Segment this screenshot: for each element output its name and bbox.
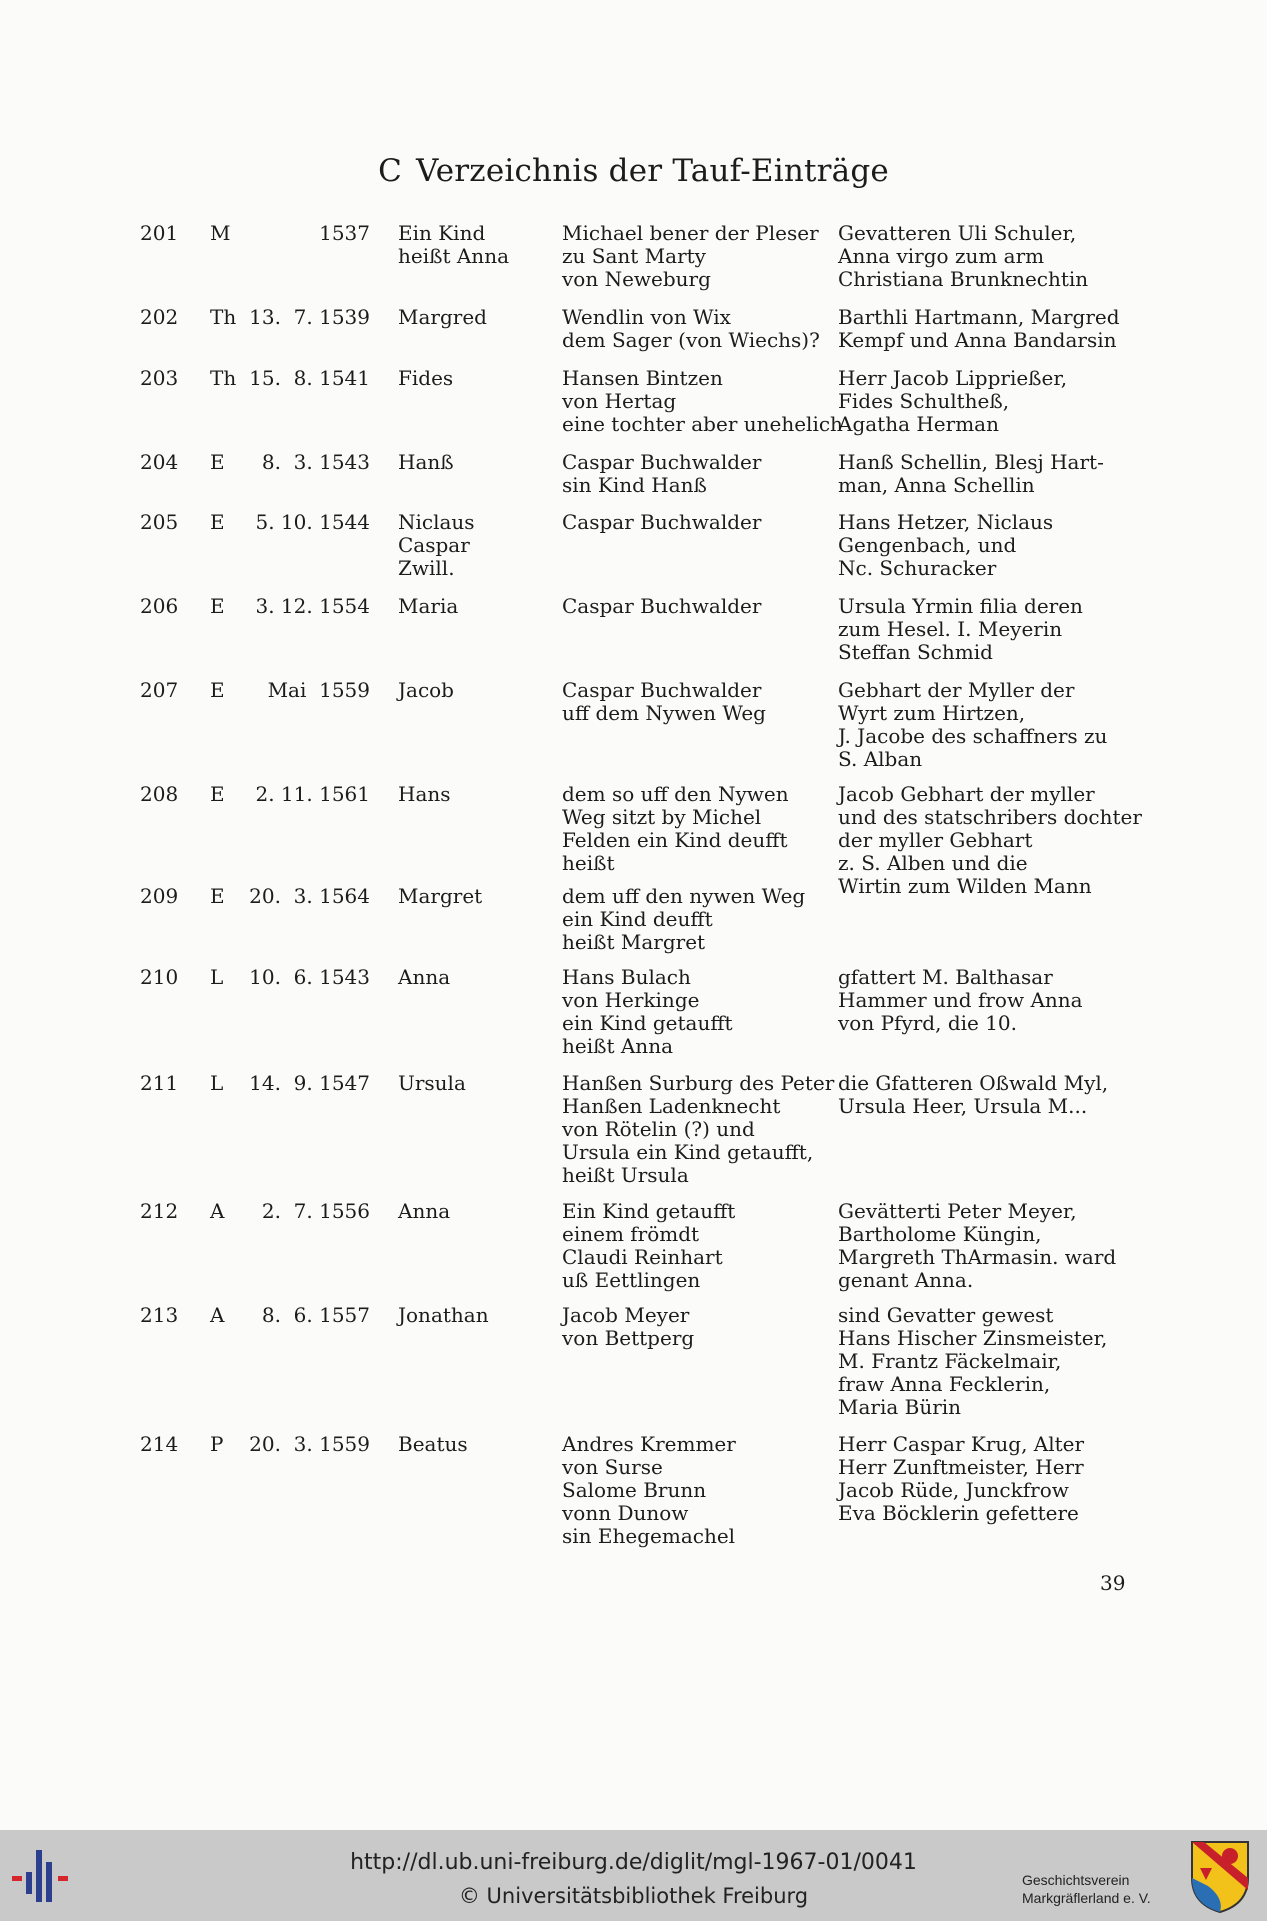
- entry-godparents-line: Hanß Schellin, Blesj Hart-: [838, 450, 1104, 474]
- entry-godparents-line: Hammer und frow Anna: [838, 988, 1083, 1012]
- entry-godparents-line: Steffan Schmid: [838, 640, 993, 664]
- entry-godparents-line: Anna virgo zum arm: [838, 244, 1045, 268]
- entry-date: 1537: [319, 221, 370, 245]
- entry-child-name: [398, 966, 450, 989]
- entry-parents: [562, 306, 820, 352]
- entry-parents-line: sin Kind Hanß: [562, 473, 707, 497]
- entry-parents-line: Hans Bulach: [562, 965, 691, 989]
- entry-parents-line: Salome Brunn: [562, 1478, 707, 1502]
- entry-parents: [562, 222, 819, 291]
- entry-godparents-line: Bartholome Küngin,: [838, 1222, 1042, 1246]
- entry-parents-line: Claudi Reinhart: [562, 1245, 723, 1269]
- entry-parents-line: Caspar Buchwalder: [562, 510, 762, 534]
- entry-date: 20. 3. 1559: [249, 1432, 370, 1456]
- entry-godparents: [838, 511, 1053, 580]
- entry-number: 201: [140, 221, 179, 245]
- entry-godparents-line: Gevatteren Uli Schuler,: [838, 221, 1077, 245]
- entry-parish-code: L: [210, 965, 224, 989]
- entry-godparents-line: Jacob Rüde, Junckfrow: [838, 1478, 1069, 1502]
- coat-of-arms-icon: [1188, 1838, 1252, 1914]
- entry-parents-line: Jacob Meyer: [562, 1303, 690, 1327]
- entry-parents-line: dem so uff den Nywen: [562, 782, 789, 806]
- entry-date: 3. 12. 1554: [255, 594, 370, 618]
- entry-godparents-line: Hans Hischer Zinsmeister,: [838, 1326, 1108, 1350]
- section-title: Verzeichnis der Tauf-Einträge: [415, 153, 889, 189]
- entry-parents: [562, 595, 761, 618]
- entry-child-name: [398, 367, 453, 390]
- entry-number: 207: [140, 678, 179, 702]
- entry-parents-line: eine tochter aber unehelich: [562, 412, 843, 436]
- entry-godparents-line: Herr Jacob Lipprießer,: [838, 366, 1068, 390]
- entry-parents: [562, 1304, 694, 1350]
- entry-parents: [562, 966, 733, 1058]
- entry-godparents-line: der myller Gebhart: [838, 828, 1033, 852]
- entry-parents-line: Caspar Buchwalder: [562, 594, 762, 618]
- entry-godparents-line: Margreth ThArmasin. ward: [838, 1245, 1117, 1269]
- entry-date: 5. 10. 1544: [255, 510, 370, 534]
- entry-parents: [562, 451, 761, 497]
- entry-parents-line: heißt Ursula: [562, 1163, 689, 1187]
- entry-child-name-line: Hanß: [398, 450, 454, 474]
- entry-godparents-line: sind Gevatter gewest: [838, 1303, 1054, 1327]
- entry-parents-line: uff dem Nywen Weg: [562, 701, 766, 725]
- entry-number: 212: [140, 1199, 179, 1223]
- entry-godparents-line: Herr Caspar Krug, Alter: [838, 1432, 1085, 1456]
- entry-child-name: [398, 451, 454, 474]
- entry-parents-line: Ein Kind getaufft: [562, 1199, 736, 1223]
- entry-godparents-line: Nc. Schuracker: [838, 556, 997, 580]
- entry-parish-code: L: [210, 1071, 224, 1095]
- entry-number: 204: [140, 450, 179, 474]
- entry-godparents: [838, 966, 1083, 1035]
- entry-child-name-line: Beatus: [398, 1432, 468, 1456]
- entry-parents-line: vonn Dunow: [562, 1501, 689, 1525]
- entry-date: 8. 6. 1557: [261, 1303, 370, 1327]
- entry-godparents: [838, 1304, 1107, 1419]
- entry-parents-line: Caspar Buchwalder: [562, 450, 762, 474]
- entry-parents-line: uß Eettlingen: [562, 1268, 701, 1292]
- entry-godparents: [838, 1433, 1084, 1525]
- entry-child-name-line: Jacob: [398, 678, 454, 702]
- entry-child-name-line: heißt Anna: [398, 244, 509, 268]
- entry-godparents-line: man, Anna Schellin: [838, 473, 1035, 497]
- entry-godparents-line: genant Anna.: [838, 1268, 974, 1292]
- entry-godparents-line: Maria Bürin: [838, 1395, 962, 1419]
- entry-godparents-line: Christiana Brunknechtin: [838, 267, 1089, 291]
- entry-parents-line: Felden ein Kind deufft: [562, 828, 788, 852]
- entry-child-name: [398, 595, 458, 618]
- entry-child-name-line: Zwill.: [398, 556, 455, 580]
- entry-parish-code: M: [210, 221, 231, 245]
- entry-child-name: [398, 222, 509, 268]
- entry-parents-line: Hanßen Surburg des Peter: [562, 1071, 835, 1095]
- entry-parish-code: E: [210, 884, 225, 908]
- entry-child-name: [398, 679, 454, 702]
- entry-child-name-line: Margred: [398, 305, 487, 329]
- entry-godparents-line: z. S. Alben und die: [838, 851, 1028, 875]
- entry-date: 14. 9. 1547: [249, 1071, 370, 1095]
- entry-parents: [562, 1200, 735, 1292]
- entry-godparents-line: S. Alban: [838, 747, 923, 771]
- entry-godparents: [838, 679, 1107, 771]
- entry-godparents-line: Herr Zunftmeister, Herr: [838, 1455, 1084, 1479]
- entry-number: 214: [140, 1432, 179, 1456]
- entry-date: 13. 7. 1539: [249, 305, 370, 329]
- entry-child-name: [398, 306, 487, 329]
- entry-parents: [562, 1072, 834, 1187]
- page-title: [0, 153, 1267, 189]
- entry-child-name-line: Caspar: [398, 533, 470, 557]
- entry-date: Mai 1559: [267, 678, 370, 702]
- entry-parish-code: E: [210, 510, 225, 534]
- entry-godparents: [838, 306, 1120, 352]
- entry-child-name: [398, 1072, 466, 1095]
- document-url-link[interactable]: http://dl.ub.uni-freiburg.de/diglit/mgl-1967-01/0041: [350, 1850, 917, 1875]
- entry-number: 205: [140, 510, 179, 534]
- entry-godparents-line: und des statschribers dochter: [838, 805, 1142, 829]
- entry-godparents-line: gfattert M. Balthasar: [838, 965, 1053, 989]
- entry-child-name: [398, 511, 475, 580]
- copyright-notice: © Universitätsbibliothek Freiburg: [458, 1884, 809, 1908]
- entry-child-name: [398, 1200, 450, 1223]
- entry-parents-line: ein Kind getaufft: [562, 1011, 733, 1035]
- entry-godparents-line: von Pfyrd, die 10.: [838, 1011, 1018, 1035]
- section-letter: C: [378, 153, 402, 189]
- entry-godparents-line: Ursula Yrmin filia deren: [838, 594, 1083, 618]
- entry-godparents-line: Ursula Heer, Ursula M...: [838, 1094, 1088, 1118]
- entry-godparents-line: Hans Hetzer, Niclaus: [838, 510, 1054, 534]
- entry-parents-line: Wendlin von Wix: [562, 305, 731, 329]
- entry-parents: [562, 1433, 736, 1548]
- entry-parish-code: E: [210, 594, 225, 618]
- entry-godparents-line: Jacob Gebhart der myller: [838, 782, 1095, 806]
- entry-parents-line: Hanßen Ladenknecht: [562, 1094, 781, 1118]
- entry-parents-line: dem uff den nywen Weg: [562, 884, 806, 908]
- entry-godparents-line: Kempf und Anna Bandarsin: [838, 328, 1117, 352]
- entry-child-name-line: Fides: [398, 366, 454, 390]
- entry-parents-line: Ursula ein Kind getaufft,: [562, 1140, 814, 1164]
- entry-parents-line: von Surse: [562, 1455, 663, 1479]
- entry-child-name: [398, 1304, 489, 1327]
- entry-parents-line: zu Sant Marty: [562, 244, 706, 268]
- entry-child-name-line: Margret: [398, 884, 483, 908]
- entry-date: 8. 3. 1543: [261, 450, 370, 474]
- entry-parents-line: von Herkinge: [562, 988, 700, 1012]
- entry-parents-line: heißt Anna: [562, 1034, 673, 1058]
- entry-child-name-line: Jonathan: [398, 1303, 489, 1327]
- entry-godparents: [838, 367, 1067, 436]
- entry-parents-line: ein Kind deufft: [562, 907, 713, 931]
- entry-parents: [562, 367, 843, 436]
- entry-child-name-line: Ein Kind: [398, 221, 486, 245]
- society-name: [1022, 1871, 1180, 1907]
- entry-godparents-line: Wirtin zum Wilden Mann: [838, 874, 1092, 898]
- entry-godparents-line: Gengenbach, und: [838, 533, 1017, 557]
- entry-parents-line: von Neweburg: [562, 267, 711, 291]
- entry-parents-line: von Rötelin (?) und: [562, 1117, 755, 1141]
- entry-number: 211: [140, 1071, 179, 1095]
- entry-parish-code: A: [210, 1199, 225, 1223]
- entry-godparents-line: Gevätterti Peter Meyer,: [838, 1199, 1077, 1223]
- society-name-line1: Geschichtsverein: [1022, 1872, 1130, 1888]
- entry-child-name-line: Maria: [398, 594, 459, 618]
- entry-godparents: [838, 595, 1083, 664]
- entry-parents-line: Michael bener der Pleser: [562, 221, 819, 245]
- entry-parents: [562, 783, 789, 875]
- entry-number: 209: [140, 884, 179, 908]
- society-name-line2: Markgräflerland e. V.: [1022, 1890, 1151, 1906]
- entry-parents-line: einem frömdt: [562, 1222, 700, 1246]
- entry-date: 2. 11. 1561: [255, 782, 370, 806]
- entry-parents-line: von Hertag: [562, 389, 677, 413]
- entry-godparents-line: Eva Böcklerin gefettere: [838, 1501, 1079, 1525]
- entry-child-name-line: Ursula: [398, 1071, 466, 1095]
- entry-date: 2. 7. 1556: [261, 1199, 370, 1223]
- entry-date: 20. 3. 1564: [249, 884, 370, 908]
- entry-number: 210: [140, 965, 179, 989]
- footer-bar: [0, 1830, 1267, 1921]
- entry-date: 10. 6. 1543: [249, 965, 370, 989]
- entry-godparents: [838, 451, 1104, 497]
- entry-godparents-line: zum Hesel. I. Meyerin: [838, 617, 1063, 641]
- entry-child-name-line: Niclaus: [398, 510, 475, 534]
- entry-child-name: [398, 1433, 468, 1456]
- entry-parish-code: E: [210, 782, 225, 806]
- entry-godparents-line: J. Jacobe des schaffners zu: [838, 724, 1108, 748]
- entry-parents-line: heißt: [562, 851, 615, 875]
- entry-godparents-line: fraw Anna Fecklerin,: [838, 1372, 1051, 1396]
- entry-godparents-line: M. Frantz Fäckelmair,: [838, 1349, 1062, 1373]
- entry-number: 213: [140, 1303, 179, 1327]
- entry-godparents: [838, 1072, 1108, 1118]
- entry-parents-line: dem Sager (von Wiechs)?: [562, 328, 820, 352]
- entry-parents: [562, 885, 805, 954]
- page-number: 39: [1100, 1571, 1126, 1595]
- entry-number: 206: [140, 594, 179, 618]
- entry-parents-line: Hansen Bintzen: [562, 366, 723, 390]
- entry-number: 202: [140, 305, 179, 329]
- entry-godparents: [838, 1200, 1116, 1292]
- entry-parents-line: Andres Kremmer: [562, 1432, 736, 1456]
- entry-number: 203: [140, 366, 179, 390]
- entry-child-name: [398, 783, 451, 806]
- entry-parents: [562, 679, 766, 725]
- entry-date: 15. 8. 1541: [249, 366, 370, 390]
- entry-godparents-line: Agatha Herman: [838, 412, 999, 436]
- entry-godparents-line: Wyrt zum Hirtzen,: [838, 701, 1026, 725]
- entry-child-name-line: Anna: [398, 965, 451, 989]
- entry-parents-line: Weg sitzt by Michel: [562, 805, 762, 829]
- entry-parish-code: E: [210, 450, 225, 474]
- entry-parents: [562, 511, 761, 534]
- entry-child-name-line: Anna: [398, 1199, 451, 1223]
- entry-godparents: [838, 783, 1142, 898]
- entry-parents-line: sin Ehegemachel: [562, 1524, 736, 1548]
- entry-parish-code: Th: [210, 305, 237, 329]
- entry-parish-code: Th: [210, 366, 237, 390]
- entry-parish-code: E: [210, 678, 225, 702]
- entry-parents-line: Caspar Buchwalder: [562, 678, 762, 702]
- entry-parents-line: heißt Margret: [562, 930, 706, 954]
- entry-child-name-line: Hans: [398, 782, 451, 806]
- entry-parish-code: P: [210, 1432, 224, 1456]
- entry-number: 208: [140, 782, 179, 806]
- entry-parents-line: von Bettperg: [562, 1326, 695, 1350]
- entry-godparents-line: die Gfatteren Oßwald Myl,: [838, 1071, 1109, 1095]
- entry-godparents-line: Fides Schultheß,: [838, 389, 1010, 413]
- entry-godparents-line: Barthli Hartmann, Margred: [838, 305, 1120, 329]
- entry-godparents-line: Gebhart der Myller der: [838, 678, 1075, 702]
- entry-godparents: [838, 222, 1088, 291]
- entry-child-name: [398, 885, 482, 908]
- entry-parish-code: A: [210, 1303, 225, 1327]
